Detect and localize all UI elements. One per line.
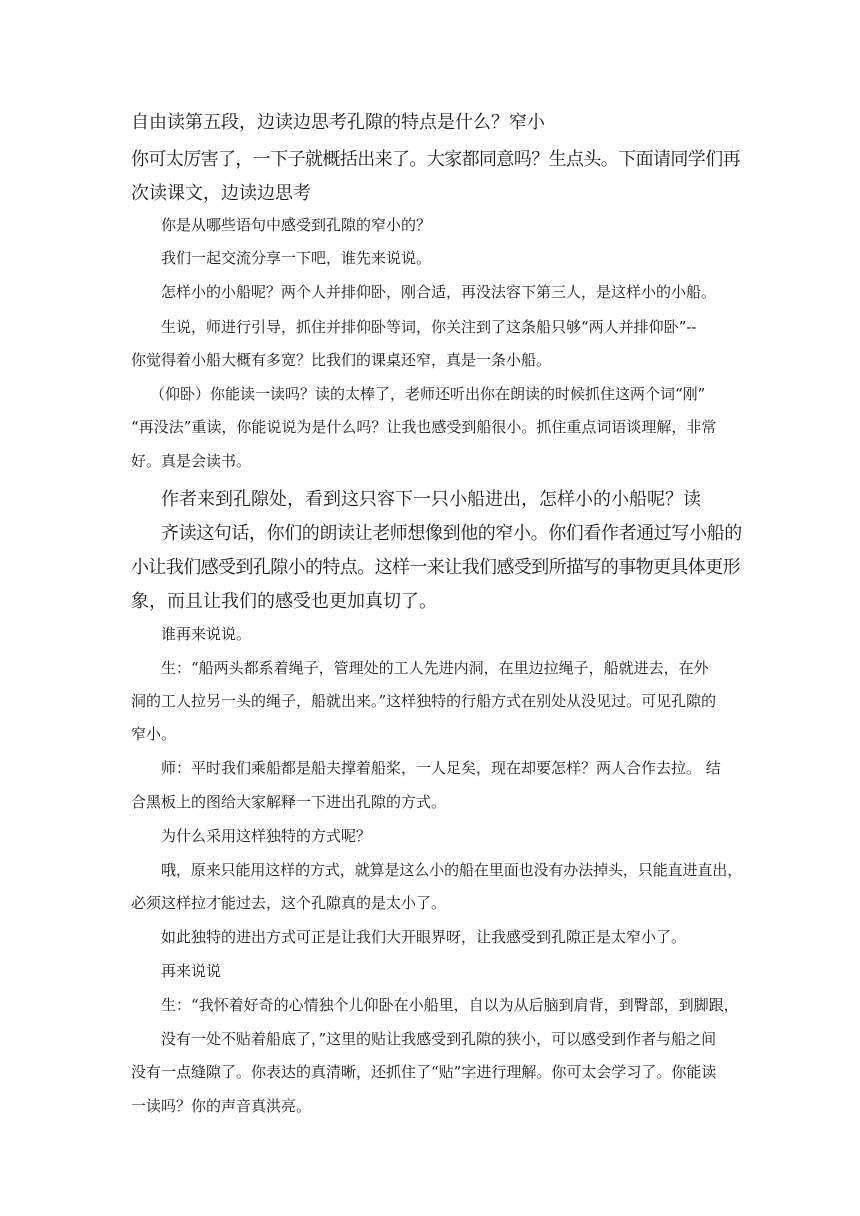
text-line: 如此独特的进出方式可正是让我们大开眼界呀，让我感受到孔隙正是太窄小了。 (161, 928, 687, 946)
text-line: 齐读这句话，你们的朗读让老师想像到他的窄小。你们看作者通过写小船的 (161, 523, 742, 544)
text-line: 作者来到孔隙处，看到这只容下一只小船进出，怎样小的小船呢？读 (161, 489, 701, 510)
text-line: 再来说说 (161, 962, 222, 980)
text-line: 没有一处不贴着船底了，”这里的贴让我感受到孔隙的狭小，可以感受到作者与船之间 (161, 1030, 717, 1048)
text-line: 窄小。 (131, 725, 177, 743)
text-line: 生：“我怀着好奇的心情独个儿仰卧在小船里，自以为从后脑到肩背，到臀部，到脚跟， (161, 996, 739, 1014)
text-line: 好。真是会读书。 (131, 452, 252, 470)
text-line: （仰卧）你能读一读吗？读的太棒了，老师还听出你在朗读的时候抓住这两个词“刚” (150, 385, 706, 403)
text-line: 哦，原来只能用这样的方式，就算是这么小的船在里面也没有办法掉头，只能直进直出， (161, 861, 743, 879)
text-line: 洞的工人拉另一头的绳子，船就出来。”这样独特的行船方式在别处从没见过。可见孔隙的 (131, 692, 717, 710)
text-line: 小让我们感受到孔隙小的特点。这样一来让我们感受到所描写的事物更具体更形 (131, 557, 740, 578)
text-line: 没有一点缝隙了。你表达的真清晰，还抓住了“贴”字进行理解。你可太会学习了。你能读 (131, 1063, 717, 1081)
text-line: 你是从哪些语句中感受到孔隙的窄小的？ (161, 216, 432, 234)
text-line: 为什么采用这样独特的方式呢？ (161, 827, 372, 845)
text-line: 自由读第五段，边读边思考孔隙的特点是什么？窄小 (131, 112, 545, 133)
text-line: 怎样小的小船呢？两个人并排仰卧，刚合适，再没法容下第三人，是这样小的小船。 (161, 283, 717, 301)
text-line: 生：“船两头都系着绳子，管理处的工人先进内洞，在里边拉绳子，船就进去，在外 (161, 659, 709, 677)
text-line: 象，而且让我们的感受也更加真切了。 (131, 591, 437, 612)
text-line: 我们一起交流分享一下吧，谁先来说说。 (161, 249, 432, 267)
text-line: 师：平时我们乘船都是船夫撑着船桨，一人足矣，现在却要怎样？两人合作去拉。 结 (161, 759, 721, 777)
text-line: “再没法”重读，你能说说为是什么吗？让我也感受到船很小。抓住重点词语谈理解，非常 (131, 418, 717, 436)
text-line: 谁再来说说。 (161, 625, 252, 643)
text-line: 你可太厉害了，一下子就概括出来了。大家都同意吗？生点头。下面请同学们再 (131, 149, 740, 170)
text-line: 生说，师进行引导，抓住并排仰卧等词，你关注到了这条船只够“两人并排仰卧”-- (161, 318, 697, 336)
text-line: 你觉得着小船大概有多宽？比我们的课桌还窄，真是一条小船。 (131, 351, 552, 369)
text-line: 合黑板上的图给大家解释一下进出孔隙的方式。 (131, 793, 447, 811)
text-line: 必须这样拉才能过去，这个孔隙真的是太小了。 (131, 894, 447, 912)
text-line: 一读吗？你的声音真洪亮。 (131, 1097, 312, 1115)
text-line: 次读课文，边读边思考 (131, 183, 311, 204)
